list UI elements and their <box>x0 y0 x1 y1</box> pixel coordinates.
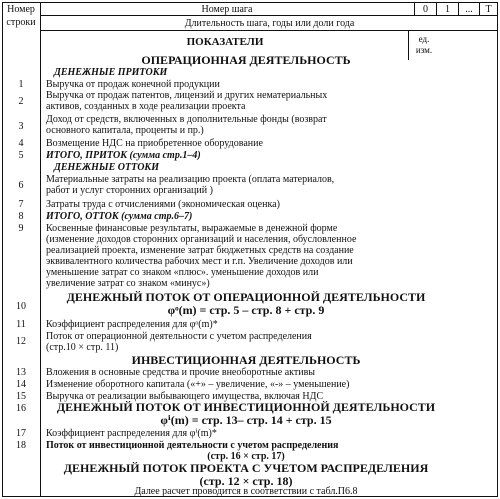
row-text: (стр.10 × стр. 11) <box>46 342 119 353</box>
row-number: 18 <box>16 440 26 451</box>
row-number: 6 <box>18 180 24 191</box>
row-text: ИТОГО, ОТТОК (сумма стр.6–7) <box>46 211 193 222</box>
section-investment: ИНВЕСТИЦИОННАЯ ДЕЯТЕЛЬНОСТЬ <box>131 353 361 367</box>
row-text: Поток от инвестиционной деятельности с учетом распределения <box>46 440 339 451</box>
row-number: 7 <box>18 199 24 210</box>
row-number: 11 <box>16 319 26 330</box>
step-number-label: Номер шага <box>201 4 253 15</box>
row-text: основного капитала, проценты и пр.) <box>46 125 204 136</box>
unit-label-2: изм. <box>415 45 433 55</box>
operational-flow-title: ДЕНЕЖНЫЙ ПОТОК ОТ ОПЕРАЦИОННОЙ ДЕЯТЕЛЬНОСТИ <box>66 290 426 304</box>
investment-flow-formula: φⁱ(m) = стр. 13– стр. 14 + стр. 15 <box>160 413 332 427</box>
table-border-right <box>497 2 498 497</box>
row-text: Поток от операционной деятельности с учетом распределения <box>46 331 312 342</box>
row-text: Затраты труда с отчислениями (экономическая оценка) <box>46 199 280 210</box>
header-bottom-line <box>40 30 498 31</box>
project-flow-title: ДЕНЕЖНЫЙ ПОТОК ПРОЕКТА С УЧЕТОМ РАСПРЕДЕЛЕНИЯ <box>63 461 429 475</box>
row-number: 16 <box>16 403 26 414</box>
row-number: 5 <box>18 150 24 161</box>
section-cash-outflows: ДЕНЕЖНЫЕ ОТТОКИ <box>54 162 159 173</box>
row-text: Выручка от продаж конечной продукции <box>46 79 220 90</box>
row-text: Вложения в основные средства и прочие внеоборотные активы <box>46 367 316 378</box>
row-text: Материальные затраты на реализацию проекта (оплата материалов, <box>46 174 335 185</box>
row-text: Косвенные финансовые результаты, выражаемые в денежной форме <box>46 223 338 234</box>
row-number: 1 <box>18 79 24 90</box>
row-text: реализацией проекта, изменение затрат бюджетных средств на создание <box>46 245 354 256</box>
section-cash-inflows: ДЕНЕЖНЫЕ ПРИТОКИ <box>54 67 168 78</box>
row-text: Изменение оборотного капитала («+» – увеличение, «-» – уменьшение) <box>46 379 350 390</box>
row-text: Возмещение НДС на приобретенное оборудование <box>46 138 263 149</box>
row-text: Доход от средств, включенных в дополнительные фонды (возврат <box>46 114 327 125</box>
row-text: Выручка от реализации выбывающего имущества, включая НДС <box>46 391 324 402</box>
table-border-top <box>2 2 498 3</box>
indicators-heading: ПОКАЗАТЕЛИ <box>186 36 264 48</box>
col-number-label-1: Номер <box>7 4 35 15</box>
row-number: 13 <box>16 367 26 378</box>
footer-note: Далее расчет проводится в соответствии с табл.П6.8 <box>134 486 358 497</box>
row-number: 10 <box>16 301 26 312</box>
row-text: ИТОГО, ПРИТОК (сумма стр.1–4) <box>46 150 201 161</box>
row-number: 9 <box>18 223 24 234</box>
col-number-label-2: строки <box>6 17 36 28</box>
step-col-T: T <box>485 4 492 15</box>
step-col-1: 1 <box>445 4 450 15</box>
row-text: Коэффициент распределения для φⁱ(m)* <box>46 428 217 439</box>
row-text: увеличение затрат со знаком «минус») <box>46 278 210 289</box>
row-number: 17 <box>16 428 26 439</box>
step-col-0: 0 <box>423 4 428 15</box>
indicators-table <box>2 2 498 497</box>
row-number: 2 <box>18 96 24 107</box>
row-number: 14 <box>16 379 26 390</box>
row-text: эквивалентного количества рабочих мест и г.п. Увеличение доходов или <box>46 256 353 267</box>
row-text: работ и услуг сторонних организаций ) <box>46 185 213 196</box>
row-text: (стр. 16 × стр. 17) <box>207 451 285 462</box>
table-border-left <box>2 2 3 497</box>
unit-label-1: ед. <box>418 34 430 44</box>
row-text: уменьшение затрат со знаком «плюс». уменьшение доходов или <box>46 267 319 278</box>
investment-flow-title: ДЕНЕЖНЫЙ ПОТОК ОТ ИНВЕСТИЦИОННОЙ ДЕЯТЕЛЬНОСТИ <box>56 400 436 414</box>
duration-label: Длительность шага, годы или доли года <box>184 18 355 29</box>
project-flow-formula: (стр. 12 × стр. 18) <box>199 474 293 488</box>
header-divider <box>40 15 498 16</box>
row-text: активов, созданных в ходе реализации проекта <box>46 101 246 112</box>
row-number: 15 <box>16 391 26 402</box>
row-number: 4 <box>18 138 24 149</box>
operational-flow-formula: φᵒ(m) = стр. 5 – стр. 8 + стр. 9 <box>167 303 325 317</box>
row-text: (изменение доходов сторонних организаций и населения, обусловленное <box>46 234 357 245</box>
section-operational: ОПЕРАЦИОННАЯ ДЕЯТЕЛЬНОСТЬ <box>141 53 351 67</box>
row-number: 8 <box>18 211 24 222</box>
row-text: Выручка от продаж патентов, лицензий и других нематериальных <box>46 90 328 101</box>
step-col-ellipsis: ... <box>465 4 473 15</box>
row-number: 3 <box>18 121 24 132</box>
row-number: 12 <box>16 336 26 347</box>
number-column-divider <box>40 2 41 497</box>
row-text: Коэффициент распределения для φᵒ(m)* <box>46 319 218 330</box>
